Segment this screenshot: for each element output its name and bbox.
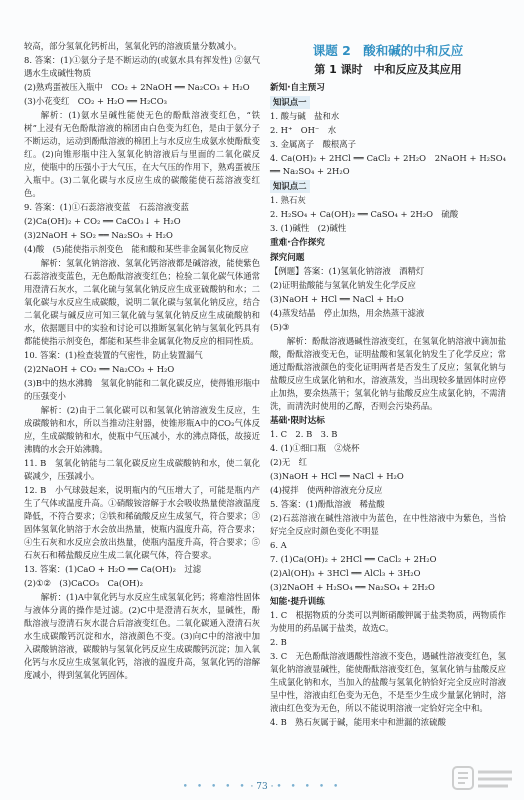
answer-line: (4)酸 (5)能使指示剂变色 能和酸和某些非金属氧化物反应 — [24, 244, 249, 254]
answer-line: 13. 答案：(1)CaO + H₂O ══ Ca(OH)₂ 过滤 — [24, 564, 202, 574]
footer-dots-left: • • • • • — [182, 782, 248, 792]
answer-line: (3)B中的热水沸腾 氢氧化钠能和二氧化碳反应，使得锥形瓶中的压强变小 — [24, 378, 260, 401]
answer-line: (4)蒸发结晶 停止加热，用余热蒸干滤液 — [270, 308, 425, 318]
answer-line: (3)NaOH + HCl ══ NaCl + H₂O — [270, 294, 404, 304]
answer-line: 解析：(1)氨水呈碱性能使无色的酚酞溶液变红色，“铁树”上浸有无色酚酞溶液的棉团由白色变为红色，是由于氨分子不断运动，运动到酚酞溶液的棉团上与水反应生成氨水使酚酞变红。(2)向锥形瓶中注入氢氧化钠溶液后与里面的二氧化碳反应，使瓶中的压强小于大气压，在大气压的作用下，熟鸡蛋被压入瓶中。(3)二氧化碳与水反应生成的碳酸能使石蕊溶液变红色。 — [24, 110, 260, 198]
answer-line: (2)熟鸡蛋被压入瓶中 CO₂ + 2NaOH ══ Na₂CO₃ + H₂O — [24, 82, 250, 92]
answer-line: 1. 酸与碱 盐和水 — [270, 111, 340, 121]
section-heading: 探究问题 — [270, 253, 305, 263]
page-number: · 73 · — [250, 782, 274, 792]
answer-line: (2)石蕊溶液在碱性溶液中为蓝色，在中性溶液中为紫色，当恰好完全反应时颜色变化不明显 — [270, 513, 506, 536]
chapter-title: 课题 2 酸和碱的中和反应 — [312, 43, 464, 58]
section-heading: 新知·自主预习 — [270, 83, 325, 93]
lesson-title: 第 1 课时 中和反应及其应用 — [314, 63, 462, 76]
answer-line: 7. (1)Ca(OH)₂ + 2HCl ══ CaCl₂ + 2H₂O — [270, 554, 437, 564]
answer-line: 4. B 熟石灰属于碱，能用来中和泄漏的浓硫酸 — [270, 717, 446, 727]
answer-line: 2. H⁺ OH⁻ 水 — [270, 125, 337, 135]
answer-line: 解析：氢氧化钠溶液、氢氧化钙溶液都是碱溶液，能使紫色石蕊溶液变蓝色，无色酚酞溶液变红色；检验二氧化碳气体通常用澄清石灰水，二氧化硫与氢氧化钠反应生成亚硫酸钠和水；二氧化碳与水反应生成碳酸，说明二氧化碳与氢氧化钠反应，结合二氧化碳与碱反应可知三氧化硫与氢氧化钠反应生成硫酸钠和水，依据题目中的实验和讨论可以推断氢氧化钠与氢氧化钙具有都能使指示剂变色，都能和某些非金属氧化物反应的相同性质。 — [24, 258, 260, 346]
answer-line: 5. 答案：(1)酚酞溶液 稀盐酸 — [270, 499, 385, 509]
answer-line: (2)Al(OH)₃ + 3HCl ══ AlCl₃ + 3H₂O — [270, 568, 421, 578]
answer-line: 解析：(2)由于二氧化碳可以和氢氧化钠溶液发生反应，生成碳酸钠和水，所以当推动注射器，使锥形瓶A中的CO₂气体反应，生成碳酸钠和水，使瓶中气压减小，水的沸点降低，故接近沸腾的水会开始沸腾。 — [24, 405, 260, 454]
answer-line: (3)2NaOH + H₂SO₄ ══ Na₂SO₄ + 2H₂O — [270, 582, 435, 592]
answer-line: (3)2NaOH + SO₂ ══ Na₂SO₃ + H₂O — [24, 230, 173, 240]
footer-dots-right: • • • • • — [276, 782, 342, 792]
answer-line: 1. C 2. B 3. B — [270, 429, 338, 439]
section-heading: 知能·提升训练 — [270, 597, 325, 607]
answer-line: (2)证明盐酸能与氢氧化钠发生化学反应 — [270, 280, 416, 290]
answer-line: 6. A — [270, 540, 287, 550]
answer-line: 9. 答案：(1)①石蕊溶液变蓝 石蕊溶液变蓝 — [24, 202, 189, 212]
answer-line: (2)①② (3)CaCO₃ Ca(OH)₂ — [24, 578, 143, 588]
answer-line: (4)搅拌 使两种溶液充分反应 — [270, 485, 383, 495]
page-number-footer — [0, 782, 524, 792]
answer-line: 11. B 氢氧化钠能与二氧化碳反应生成碳酸钠和水，使二氧化碳减少，压强减小。 — [24, 458, 260, 481]
answer-line: 2. H₂SO₄ + Ca(OH)₂ ══ CaSO₄ + 2H₂O 硫酸 — [270, 209, 459, 219]
answer-line: 3. 金属离子 酸根离子 — [270, 139, 357, 149]
answer-line: 4. Ca(OH)₂ + 2HCl ══ CaCl₂ + 2H₂O 2NaOH + H₂SO₄ ══ Na₂SO₄ + 2H₂O — [270, 153, 506, 176]
answer-line: (3)小花变红 CO₂ + H₂O ══ H₂CO₃ — [24, 96, 167, 106]
answer-line: 2. B — [270, 637, 287, 647]
answer-line: 4. (1)①细口瓶 ②烧杯 — [270, 443, 360, 453]
answer-line: 解析：(1)A中氧化钙与水反应生成氢氧化钙；将难溶性固体与液体分离的操作是过滤。(2)C中是澄清石灰水，显碱性，酚酞溶液与澄清石灰水混合后溶液变红色。二氧化碳通入澄清石灰水生成碳酸钙沉淀和水，溶液颜色不变。(3)向C中的溶液中加入碳酸钠溶液，碳酸钠与氢氧化钙反应生成碳酸钙沉淀；加入氧化钙与水反应生成氢氧化钙，溶液的温度升高，氢氧化钙的溶解度减小，得到氢氧化钙固体。 — [24, 592, 260, 680]
answer-line: 8. 答案：(1)①氨分子是不断运动的(或氨水具有挥发性) ②氨气遇水生成碱性物质 — [24, 55, 260, 78]
section-heading: 基础·限时达标 — [270, 416, 325, 426]
knowledge-point-tag: 知识点一 — [270, 96, 310, 109]
answer-line: 较高，部分氢氧化钙析出，氢氧化钙的溶液质量分数减小。 — [24, 41, 242, 51]
right-body — [270, 82, 506, 729]
answer-line: 【例题】答案：(1)氢氧化钠溶液 酒精灯 — [270, 266, 425, 276]
answer-line: 12. B 小气球鼓起来，说明瓶内的气压增大了，可能是瓶内产生了气体或温度升高。①硝酸铵溶解于水会吸收热量使溶液温度降低，不符合要求；②铁和稀硫酸反应生成氢气，符合要求；③固体氢氧化钠溶于水会放出热量，使瓶内温度升高，符合要求；④生石灰和水反应会放出热量，使瓶内温度升高，符合要求；⑤石灰石和稀盐酸反应生成二氧化碳气体，符合要求。 — [24, 485, 260, 560]
answer-line: 3. (1)碱性 (2)碱性 — [270, 223, 347, 233]
answer-line: (3)NaOH + HCl ══ NaCl + H₂O — [270, 471, 404, 481]
watermark-logo — [452, 764, 516, 792]
answer-line: 10. 答案：(1)检查装置的气密性，防止装置漏气 — [24, 350, 203, 360]
left-column — [24, 40, 260, 683]
answer-line: (2)2NaOH + CO₂ ══ Na₂CO₃ + H₂O — [24, 364, 175, 374]
knowledge-point-tag: 知识点二 — [270, 180, 310, 193]
answer-line: (2)无 红 — [270, 457, 307, 467]
answer-line: 1. 熟石灰 — [270, 195, 306, 205]
answer-line: (5)③ — [270, 322, 290, 332]
right-column — [270, 40, 506, 730]
answer-line: 解析：酚酞溶液遇碱性溶液变红，在氢氧化钠溶液中滴加盐酸，酚酞溶液变无色，证明盐酸和氢氧化钠发生了化学反应；常通过酚酞溶液颜色的变化证明两者是否发生了反应；氢氧化钠与盐酸反应生成氯化钠和水，溶液蒸发，当出现较多量固体时应停止加热，要余热蒸干；氢氧化钠与盐酸反应生成氯化钠，不需清洗，而清洗时使用的乙醇，否则会污染药品。 — [270, 336, 506, 411]
answer-line: 3. C 无色酚酞溶液遇酸性溶液不变色，遇碱性溶液变红色，氢氧化钠溶液显碱性，能使酚酞溶液变红色，氢氧化钠与盐酸反应生成氯化钠和水，当加入的盐酸与氢氧化钠恰好完全反应时溶液呈中性，溶液由红色变为无色，不是至少生成少量氯化钠时，溶液由红色变为无色，所以不能说明溶液一定恰好完全中和。 — [270, 651, 506, 713]
answer-line: (2)Ca(OH)₂ + CO₂ ══ CaCO₃↓ + H₂O — [24, 216, 181, 226]
answer-line: 1. C 根据物质的分类可以判断硝酸钾属于盐类物质，两物质作为使用的药品属于盐类，故选C。 — [270, 610, 506, 633]
section-heading: 重难·合作探究 — [270, 238, 325, 248]
